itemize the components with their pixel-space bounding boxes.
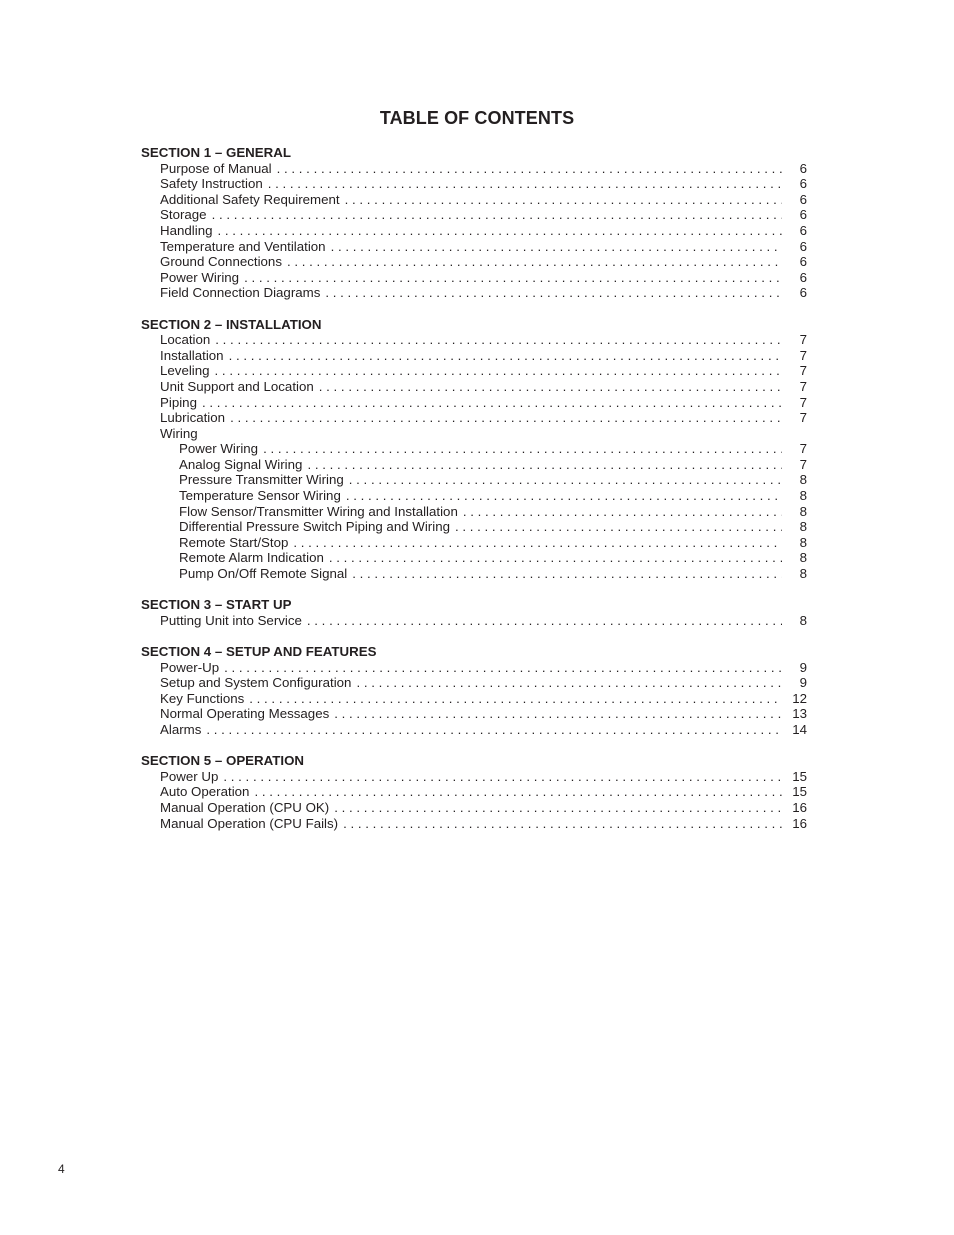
toc-entry[interactable] bbox=[141, 800, 807, 816]
table-of-contents bbox=[141, 145, 807, 847]
toc-entry[interactable] bbox=[141, 348, 807, 364]
dot-leader bbox=[331, 239, 782, 255]
toc-entry[interactable] bbox=[141, 176, 807, 192]
toc-entry-page: 6 bbox=[799, 285, 807, 301]
toc-entry-page: 12 bbox=[792, 690, 807, 706]
toc-entry[interactable] bbox=[141, 395, 807, 411]
dot-leader bbox=[218, 223, 783, 239]
toc-entry-label: Temperature and Ventilation bbox=[160, 238, 326, 254]
section-heading: SECTION 2 – INSTALLATION bbox=[141, 316, 322, 332]
dot-leader bbox=[249, 691, 782, 707]
dot-leader bbox=[307, 457, 782, 473]
toc-entry-page: 6 bbox=[799, 176, 807, 192]
toc-entry[interactable] bbox=[141, 379, 807, 395]
section-heading: SECTION 4 – SETUP AND FEATURES bbox=[141, 644, 377, 659]
toc-entry[interactable] bbox=[141, 660, 807, 676]
toc-entry[interactable] bbox=[141, 441, 807, 457]
toc-entry-page: 16 bbox=[792, 815, 807, 831]
toc-entry-page: 8 bbox=[799, 488, 807, 504]
toc-entry-label: Power Wiring bbox=[179, 441, 259, 457]
toc-entry[interactable] bbox=[141, 363, 807, 379]
toc-entry[interactable] bbox=[141, 566, 807, 582]
toc-entry-page: 6 bbox=[799, 191, 807, 207]
section-heading: SECTION 3 – START UP bbox=[141, 597, 292, 613]
toc-entry-label: Manual Operation (CPU Fails) bbox=[160, 815, 339, 831]
toc-entry-label: Safety Instruction bbox=[160, 176, 263, 192]
toc-entry-page: 7 bbox=[799, 394, 807, 410]
toc-section bbox=[141, 145, 807, 301]
toc-entry-label: Setup and System Configuration bbox=[160, 675, 352, 691]
toc-entry-label: Ground Connections bbox=[160, 254, 282, 270]
dot-leader bbox=[244, 270, 782, 286]
toc-entry-page: 6 bbox=[799, 222, 807, 238]
toc-entry-page: 15 bbox=[792, 784, 807, 800]
toc-entry-page: 8 bbox=[799, 472, 807, 488]
toc-entry[interactable] bbox=[141, 332, 807, 348]
toc-entry-page: 6 bbox=[799, 254, 807, 270]
dot-leader bbox=[356, 675, 782, 691]
toc-entry-label: Auto Operation bbox=[160, 784, 250, 800]
toc-entry-label: Lubrication bbox=[160, 410, 226, 426]
toc-entry-page: 9 bbox=[799, 675, 807, 691]
toc-entry-label: Normal Operating Messages bbox=[160, 706, 330, 722]
toc-entry-page: 7 bbox=[799, 347, 807, 363]
toc-entry[interactable] bbox=[141, 426, 807, 442]
dot-leader bbox=[224, 660, 782, 676]
toc-entry[interactable] bbox=[141, 161, 807, 177]
toc-entry[interactable] bbox=[141, 192, 807, 208]
section-heading: SECTION 1 – GENERAL bbox=[141, 145, 291, 160]
dot-leader bbox=[215, 332, 782, 348]
toc-section bbox=[141, 597, 807, 628]
toc-entry-label: Analog Signal Wiring bbox=[179, 456, 303, 472]
dot-leader bbox=[215, 363, 782, 379]
toc-entry[interactable] bbox=[141, 769, 807, 785]
dot-leader bbox=[334, 800, 782, 816]
toc-entry-label: Installation bbox=[160, 347, 224, 363]
toc-entry[interactable] bbox=[141, 285, 807, 301]
toc-entry-label: Pump On/Off Remote Signal bbox=[179, 566, 348, 582]
toc-entry[interactable] bbox=[141, 488, 807, 504]
dot-leader bbox=[212, 207, 782, 223]
toc-entry-page: 7 bbox=[799, 441, 807, 457]
toc-entry-label: Remote Alarm Indication bbox=[179, 550, 324, 566]
toc-entry-label: Flow Sensor/Transmitter Wiring and Installation bbox=[179, 503, 458, 519]
toc-entry-page: 9 bbox=[799, 659, 807, 675]
toc-entry-label: Unit Support and Location bbox=[160, 378, 314, 394]
toc-entry[interactable] bbox=[141, 519, 807, 535]
dot-leader bbox=[455, 519, 782, 535]
toc-entry-page: 8 bbox=[799, 534, 807, 550]
toc-entry-page: 6 bbox=[799, 269, 807, 285]
toc-entry-page: 7 bbox=[799, 332, 807, 348]
toc-entry[interactable] bbox=[141, 457, 807, 473]
toc-entry[interactable] bbox=[141, 550, 807, 566]
toc-entry-label: Key Functions bbox=[160, 690, 245, 706]
toc-section bbox=[141, 753, 807, 831]
dot-leader bbox=[223, 769, 782, 785]
toc-entry-page: 6 bbox=[799, 160, 807, 176]
dot-leader bbox=[329, 550, 782, 566]
toc-entry-label: Power-Up bbox=[160, 659, 220, 675]
page-title: TABLE OF CONTENTS bbox=[379, 108, 575, 128]
toc-entry-page: 15 bbox=[792, 768, 807, 784]
toc-entry[interactable] bbox=[141, 504, 807, 520]
toc-entry[interactable] bbox=[141, 706, 807, 722]
toc-entry-page: 7 bbox=[799, 363, 807, 379]
dot-leader bbox=[307, 613, 782, 629]
toc-entry-label: Temperature Sensor Wiring bbox=[179, 488, 341, 504]
toc-entry-label: Handling bbox=[160, 222, 213, 238]
toc-entry-page: 6 bbox=[799, 207, 807, 223]
dot-leader bbox=[293, 535, 782, 551]
dot-leader bbox=[349, 472, 782, 488]
toc-entry-page: 7 bbox=[799, 378, 807, 394]
toc-entry-label: Leveling bbox=[160, 363, 210, 379]
dot-leader bbox=[268, 176, 782, 192]
dot-leader bbox=[325, 285, 782, 301]
toc-entry-page: 8 bbox=[799, 519, 807, 535]
toc-entry-label: Differential Pressure Switch Piping and Wiring bbox=[179, 519, 450, 535]
toc-entry-page: 8 bbox=[799, 566, 807, 582]
dot-leader bbox=[287, 254, 782, 270]
toc-entry-label: Alarms bbox=[160, 721, 202, 737]
toc-section bbox=[141, 644, 807, 738]
toc-entry-page: 16 bbox=[792, 799, 807, 815]
toc-entry[interactable] bbox=[141, 535, 807, 551]
toc-entry-label: Power Up bbox=[160, 768, 219, 784]
toc-entry-label: Power Wiring bbox=[160, 269, 240, 285]
dot-leader bbox=[334, 706, 782, 722]
toc-entry[interactable] bbox=[141, 223, 807, 239]
toc-entry-label: Putting Unit into Service bbox=[160, 612, 302, 628]
dot-leader bbox=[206, 722, 782, 738]
toc-entry[interactable] bbox=[141, 613, 807, 629]
dot-leader bbox=[319, 379, 782, 395]
toc-entry-page: 8 bbox=[799, 550, 807, 566]
toc-entry[interactable] bbox=[141, 254, 807, 270]
dot-leader bbox=[463, 504, 782, 520]
toc-entry-label: Storage bbox=[160, 207, 207, 223]
toc-entry[interactable] bbox=[141, 691, 807, 707]
toc-entry-page: 8 bbox=[799, 503, 807, 519]
toc-entry-label: Location bbox=[160, 332, 211, 348]
dot-leader bbox=[229, 348, 782, 364]
dot-leader bbox=[202, 395, 782, 411]
toc-entry-label: Field Connection Diagrams bbox=[160, 285, 321, 301]
dot-leader bbox=[345, 192, 782, 208]
toc-entry-page: 8 bbox=[799, 612, 807, 628]
toc-entry-label: Manual Operation (CPU OK) bbox=[160, 799, 330, 815]
toc-entry-page: 6 bbox=[799, 238, 807, 254]
toc-entry-page: 13 bbox=[792, 706, 807, 722]
dot-leader bbox=[263, 441, 782, 457]
dot-leader bbox=[346, 488, 782, 504]
toc-entry-label: Purpose of Manual bbox=[160, 160, 272, 176]
toc-entry-page: 7 bbox=[799, 456, 807, 472]
toc-entry-page: 14 bbox=[792, 721, 807, 737]
toc-entry[interactable] bbox=[141, 472, 807, 488]
toc-entry[interactable] bbox=[141, 410, 807, 426]
toc-entry[interactable] bbox=[141, 722, 807, 738]
toc-entry-label: Additional Safety Requirement bbox=[160, 191, 340, 207]
toc-entry[interactable] bbox=[141, 270, 807, 286]
toc-entry[interactable] bbox=[141, 675, 807, 691]
toc-entry-label: Remote Start/Stop bbox=[179, 534, 289, 550]
dot-leader bbox=[230, 410, 782, 426]
dot-leader bbox=[343, 816, 782, 832]
dot-leader bbox=[277, 161, 782, 177]
toc-entry-label: Pressure Transmitter Wiring bbox=[179, 472, 344, 488]
toc-entry[interactable] bbox=[141, 239, 807, 255]
dot-leader bbox=[352, 566, 782, 582]
toc-entry[interactable] bbox=[141, 784, 807, 800]
section-heading: SECTION 5 – OPERATION bbox=[141, 753, 305, 769]
toc-entry-label: Piping bbox=[160, 394, 197, 410]
toc-entry-page: 7 bbox=[799, 410, 807, 426]
dot-leader bbox=[254, 784, 782, 800]
toc-entry[interactable] bbox=[141, 207, 807, 223]
toc-section bbox=[141, 317, 807, 582]
toc-entry[interactable] bbox=[141, 816, 807, 832]
toc-entry-label: Wiring bbox=[160, 425, 198, 441]
page-number: 4 bbox=[58, 1162, 65, 1176]
